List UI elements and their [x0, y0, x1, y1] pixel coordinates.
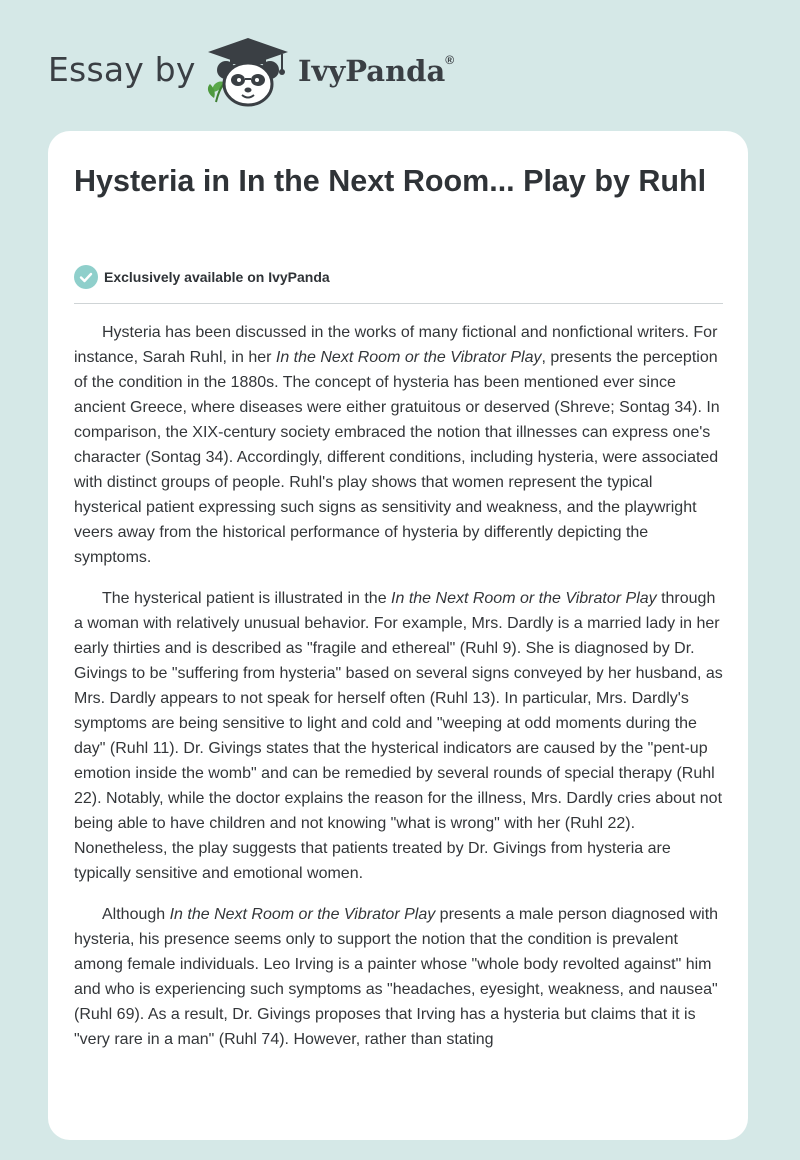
essay-paragraph — [74, 586, 724, 886]
paragraph-text: The hysterical patient is illustrated in the — [102, 590, 392, 607]
check-circle-icon — [74, 265, 98, 289]
exclusive-label: Exclusively available on IvyPanda — [104, 269, 330, 285]
work-title: In the Next Room or the Vibrator Play — [391, 590, 657, 607]
divider — [74, 303, 723, 304]
essay-body — [74, 320, 724, 1068]
paragraph-text: Hysteria has been discussed in the works of many fictional and nonfictional writers. For instance, Sarah Ruhl, in her — [74, 324, 718, 366]
work-title: In the Next Room or the Vibrator Play — [169, 906, 436, 923]
exclusive-badge — [74, 265, 330, 289]
essay-card — [48, 131, 748, 1140]
page-title: Hysteria in In the Next Room... Play by Ruhl — [74, 164, 707, 198]
site-header — [48, 36, 498, 108]
panda-graduate-icon — [202, 36, 294, 108]
paragraph-text: through a woman with relatively unusual behavior. For example, Mrs. Dardly is a married lady in her early thirties and is described as "fragile and ethereal" (Ruhl 9). She is diagnosed by Dr. Givings to be "suffering from hysteria" based on several signs conveyed by her husband, as Mrs. Dardly appears to not speak for herself often (Ruhl 13). In particular, Mrs. Dardly's symptoms are being sensitive to light and cold and "weeping at odd moments during the day" (Ruhl 11). Dr. Givings states that the hysterical indicators are caused by the "pent-up emotion inside the womb" and can be remedied by several rounds of special therapy (Ruhl 22). Notably, while the doctor explains the reason for the illness, Mrs. Dardly cries about not being able to have children and not knowing "what is wrong" with her (Ruhl 22). Nonetheless, the play suggests that patients treated by Dr. Givings from hysteria are typically sensitive and emotional women. — [74, 590, 723, 882]
essay-by-label: Essay by — [48, 50, 196, 89]
registered-mark: ® — [445, 53, 455, 68]
paragraph-text: Although — [102, 906, 170, 923]
work-title: In the Next Room or the Vibrator Play — [275, 349, 542, 366]
brand-name[interactable]: IvyPanda® — [298, 53, 455, 88]
paragraph-text: , presents the perception of the condition in the 1880s. The concept of hysteria has been mentioned ever since ancient Greece, where diseases were either gratuitous or deserved (Shreve; Sontag 34). In comparison, the XIX-century society embraced the notion that illnesses can express one's character (Sontag 34). Accordingly, different conditions, including hysteria, were associated with distinct groups of people. Ruhl's play shows that women represent the typical hysterical patient expressing such signs as sensitivity and weakness, and the playwright veers away from the historical performance of hysteria by differently depicting the symptoms. — [74, 349, 720, 566]
paragraph-text: presents a male person diagnosed with hysteria, his presence seems only to support the notion that the condition is prevalent among female individuals. Leo Irving is a painter whose "whole body revolted against" him and who is experiencing such symptoms as "headaches, eyesight, weakness, and nausea" (Ruhl 69). As a result, Dr. Givings proposes that Irving has a hysteria but claims that it is "very rare in a man" (Ruhl 74). However, rather than stating — [74, 906, 719, 1048]
essay-paragraph — [74, 320, 724, 570]
essay-paragraph — [74, 902, 724, 1052]
